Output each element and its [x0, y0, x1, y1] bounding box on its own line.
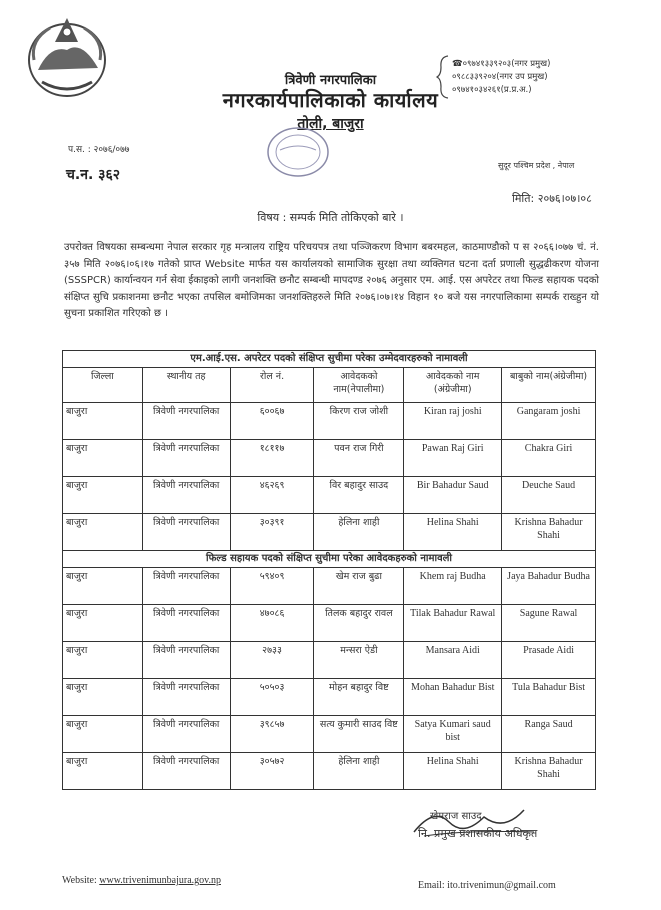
cell-father: Jaya Bahadur Budha	[502, 568, 596, 605]
signatory-title: नि. प्रमुख प्रशासकीय अधिकृत	[418, 827, 538, 840]
cell-name-np: हेलिना शाही	[314, 753, 404, 790]
table-row	[63, 642, 596, 679]
cell-local: त्रिवेणी नगरपालिका	[142, 403, 230, 440]
header-local-level: स्थानीय तह	[142, 368, 230, 403]
footer-email: Email: ito.trivenimun@gmail.com	[418, 880, 556, 891]
cell-local: त्रिवेणी नगरपालिका	[142, 477, 230, 514]
letter-body: उपरोक्त विषयका सम्बन्धमा नेपाल सरकार गृह मन्त्रालय राष्ट्रिय परिचयपत्र तथा पञ्जिकरण विभाग बबरमहल, काठमाण्डौको प स २०६६।०७७ चं. नं. ३५७ मिति २०७६।०६।१७ गतेको प्राप्त Website मार्फत यस कार्यालयको सामाजिक सुरक्षा तथा व्यक्तिगत घटना दर्ता प्रणाली सुद्धढीकरण योजना (SSSPCR) कार्यान्वयन गर्न सेवा ईकाइको लागी जनशक्ति छनौट सम्बन्धी मापदण्ड २०७६ अनुसार एम. आई. एस अपरेटर तथा फिल्ड सहायक पदको संक्षिप्त सुचि प्रकाशनमा छनौट भएका तपसिल बमोजिमका जनशक्तिहरुले मिति २०७६।०७।१४ विहान १० बजे यस नगरपालिकामा सम्पर्क राख्हुन यो सुचना प्रकाशित गरिएको छ ।	[64, 242, 599, 319]
header-father-en: बाबुको नाम(अंग्रेजीमा)	[502, 368, 596, 403]
website-link[interactable]: www.trivenimunbajura.gov.np	[99, 875, 221, 886]
cell-name-en: Mohan Bahadur Bist	[404, 679, 502, 716]
municipality-name: त्रिवेणी नगरपालिका	[284, 73, 377, 88]
table-row	[63, 568, 596, 605]
cell-name-np: तिलक बहादुर रावल	[314, 605, 404, 642]
cell-name-en: Pawan Raj Giri	[404, 440, 502, 477]
cell-roll: २७३३	[230, 642, 314, 679]
cell-name-en: Satya Kumari saud bist	[404, 716, 502, 753]
cell-name-np: खेम राज बुढा	[314, 568, 404, 605]
office-seal-icon	[258, 122, 338, 182]
table-row	[63, 403, 596, 440]
website-label: Website:	[62, 875, 97, 886]
cell-name-en: Mansara Aidi	[404, 642, 502, 679]
cell-roll: ३०३९१	[230, 514, 314, 551]
office-location: तोली, बाजुरा	[297, 116, 364, 132]
cell-name-en: Kiran raj joshi	[404, 403, 502, 440]
office-name: नगरकार्यपालिकाको कार्यालय	[222, 88, 439, 112]
cell-name-np: हेलिना शाही	[314, 514, 404, 551]
cell-name-en: Bir Bahadur Saud	[404, 477, 502, 514]
cell-name-en: Khem raj Budha	[404, 568, 502, 605]
cell-roll: ५०५०३	[230, 679, 314, 716]
cell-local: त्रिवेणी नगरपालिका	[142, 568, 230, 605]
cell-name-en: Tilak Bahadur Rawal	[404, 605, 502, 642]
cell-roll: ४६२६९	[230, 477, 314, 514]
cell-district: बाजुरा	[63, 568, 143, 605]
phone-mayor: ☎०९७४१३३९२०३(नगर प्रमुख)	[452, 59, 551, 69]
cell-district: बाजुरा	[63, 440, 143, 477]
cell-district: बाजुरा	[63, 514, 143, 551]
cell-roll: ३९८५७	[230, 716, 314, 753]
province-name: सुदूर पश्चिम प्रदेश , नेपाल	[498, 161, 575, 170]
cell-local: त्रिवेणी नगरपालिका	[142, 716, 230, 753]
cell-local: त्रिवेणी नगरपालिका	[142, 753, 230, 790]
table-row	[63, 716, 596, 753]
table-row	[63, 753, 596, 790]
candidate-table	[62, 350, 596, 790]
cell-father: Deuche Saud	[502, 477, 596, 514]
signatory-name: खेमराज साउद	[430, 811, 482, 822]
cell-father: Sagune Rawal	[502, 605, 596, 642]
cell-name-en: Helina Shahi	[404, 753, 502, 790]
section2-title: फिल्ड सहायक पदको संक्षिप्त सुचीमा परेका आवेदकहरुको नामावली	[63, 551, 596, 568]
header-roll: रोल नं.	[230, 368, 314, 403]
cell-local: त्रिवेणी नगरपालिका	[142, 642, 230, 679]
cell-name-np: सत्य कुमारी साउद विष्ट	[314, 716, 404, 753]
phone-deputy-mayor: ०९८८३३९२०४(नगर उप प्रमुख)	[452, 72, 548, 82]
cell-father: Ranga Saud	[502, 716, 596, 753]
section1-title: एम.आई.एस. अपरेटर पदको संक्षिप्त सुचीमा परेका उम्मेदवारहरुको नामावली	[63, 351, 596, 368]
cell-district: बाजुरा	[63, 679, 143, 716]
header-district: जिल्ला	[63, 368, 143, 403]
cell-roll: ६००६७	[230, 403, 314, 440]
cell-district: बाजुरा	[63, 642, 143, 679]
table-row	[63, 679, 596, 716]
cell-name-np: मन्सरा ऐडी	[314, 642, 404, 679]
phone-cao: ०९७४१०३४२६१(प्र.प्र.अ.)	[452, 85, 532, 95]
cell-father: Gangaram joshi	[502, 403, 596, 440]
header-name-np: आवेदकको नाम(नेपालीमा)	[314, 368, 404, 403]
cell-district: बाजुरा	[63, 753, 143, 790]
cell-father: Krishna Bahadur Shahi	[502, 753, 596, 790]
phone-brace-icon	[436, 55, 450, 99]
cell-district: बाजुरा	[63, 716, 143, 753]
cell-roll: १८११७	[230, 440, 314, 477]
cell-district: बाजुरा	[63, 403, 143, 440]
cell-local: त्रिवेणी नगरपालिका	[142, 605, 230, 642]
reference-number: च.न. ३६२	[66, 167, 121, 183]
table-row	[63, 514, 596, 551]
table-row	[63, 440, 596, 477]
letter-date: मिति: २०७६।०७।०८	[512, 192, 592, 205]
footer-website	[62, 875, 221, 886]
cell-roll: ३०५७२	[230, 753, 314, 790]
header-name-en: आवेदकको नाम (अंग्रेजीमा)	[404, 368, 502, 403]
cell-father: Tula Bahadur Bist	[502, 679, 596, 716]
cell-local: त्रिवेणी नगरपालिका	[142, 679, 230, 716]
table-header-row	[63, 368, 596, 403]
cell-district: बाजुरा	[63, 477, 143, 514]
letter-subject: विषय : सम्पर्क मिति तोकिएको बारे ।	[257, 211, 404, 224]
cell-father: Prasade Aidi	[502, 642, 596, 679]
cell-father: Krishna Bahadur Shahi	[502, 514, 596, 551]
cell-name-np: पवन राज गिरी	[314, 440, 404, 477]
cell-name-np: विर बहादुर साउद	[314, 477, 404, 514]
phone-list	[452, 58, 550, 97]
cell-name-np: किरण राज जोशी	[314, 403, 404, 440]
table-row	[63, 605, 596, 642]
cell-father: Chakra Giri	[502, 440, 596, 477]
cell-local: त्रिवेणी नगरपालिका	[142, 514, 230, 551]
cell-name-np: मोहन बहादुर विष्ट	[314, 679, 404, 716]
cell-roll: ५९४०९	[230, 568, 314, 605]
cell-district: बाजुरा	[63, 605, 143, 642]
cell-local: त्रिवेणी नगरपालिका	[142, 440, 230, 477]
fiscal-year: प.स. : २०७६/०७७	[68, 145, 130, 155]
table-row	[63, 477, 596, 514]
cell-name-en: Helina Shahi	[404, 514, 502, 551]
cell-roll: ४७०८६	[230, 605, 314, 642]
